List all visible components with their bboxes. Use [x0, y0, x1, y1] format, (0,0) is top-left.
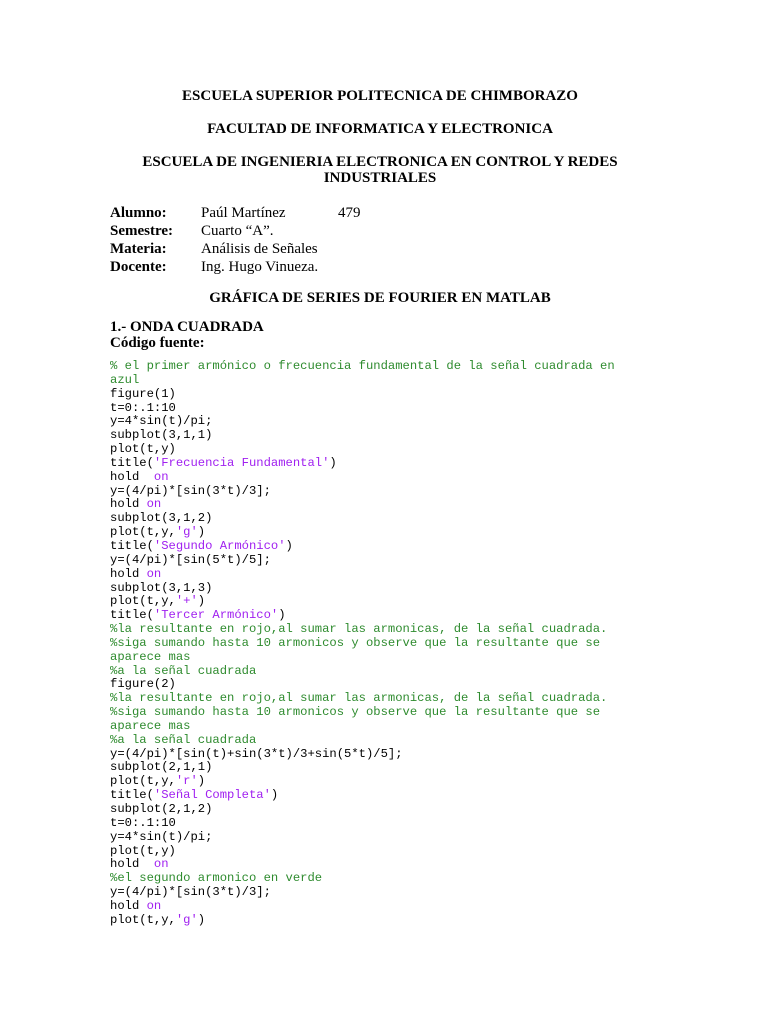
code-token: %el segundo armonico en verde	[110, 871, 323, 886]
code-token: subplot(2,1,2)	[110, 802, 213, 816]
code-token: 'g'	[175, 912, 198, 927]
code-line	[110, 471, 670, 485]
code-token: y=(4/pi)*[sin(3*t)/3];	[110, 483, 271, 498]
code-token: 'Señal Completa'	[153, 788, 271, 803]
code-token: title(	[110, 455, 154, 470]
code-token: t=0:.1:10	[110, 815, 176, 830]
code-line	[110, 706, 670, 720]
code-line	[110, 858, 670, 872]
code-line	[110, 637, 670, 651]
code-token: 'r'	[175, 774, 198, 789]
code-token: hold	[110, 566, 147, 581]
code-token: azul	[110, 372, 140, 387]
code-line	[110, 734, 670, 748]
school-heading	[110, 154, 650, 186]
code-token: aparece mas	[110, 718, 191, 733]
code-token: hold	[110, 497, 147, 512]
code-line	[110, 429, 670, 443]
docente-label: Docente:	[110, 259, 167, 275]
code-line	[110, 402, 670, 416]
code-token: 'Segundo Armónico'	[153, 538, 286, 553]
code-line	[110, 651, 670, 665]
code-token: subplot(2,1,1)	[110, 760, 213, 775]
code-line	[110, 665, 670, 679]
code-token: title(	[110, 608, 154, 623]
section-subtitle: Código fuente:	[110, 335, 205, 351]
code-line	[110, 457, 670, 471]
code-token: 'Tercer Armónico'	[153, 608, 279, 623]
code-token: hold	[110, 898, 147, 913]
code-line	[110, 512, 670, 526]
code-line	[110, 831, 670, 845]
code-token: title(	[110, 538, 154, 553]
code-token: hold	[110, 469, 154, 484]
code-token: on	[146, 566, 162, 581]
semestre-label: Semestre:	[110, 223, 174, 239]
code-token: y=(4/pi)*[sin(5*t)/5];	[110, 552, 271, 567]
code-token: y=4*sin(t)/pi;	[110, 829, 213, 844]
materia-value: Análisis de Señales	[201, 241, 318, 257]
code-line	[110, 388, 670, 402]
code-token: on	[153, 469, 169, 484]
code-token: )	[278, 608, 286, 623]
code-token: on	[146, 898, 162, 913]
info-row-materia	[110, 240, 510, 258]
alumno-label: Alumno:	[110, 205, 167, 221]
code-token: plot(t,y)	[110, 843, 176, 858]
code-line	[110, 360, 670, 374]
code-token: figure(1)	[110, 386, 176, 401]
code-line	[110, 415, 670, 429]
code-token: hold	[110, 857, 154, 872]
code-token: figure(2)	[110, 677, 176, 692]
code-line	[110, 485, 670, 499]
document-title: GRÁFICA DE SERIES DE FOURIER EN MATLAB	[209, 290, 551, 306]
code-token: %a la señal cuadrada	[110, 663, 257, 678]
code-token: %a la señal cuadrada	[110, 732, 257, 747]
school-heading-line2: INDUSTRIALES	[323, 170, 437, 186]
code-line	[110, 609, 670, 623]
code-token: %siga sumando hasta 10 armonicos y observe que la resultante que se	[110, 705, 601, 720]
materia-label: Materia:	[110, 241, 167, 257]
code-token: y=4*sin(t)/pi;	[110, 414, 213, 429]
code-line	[110, 692, 670, 706]
code-line	[110, 720, 670, 734]
student-info	[110, 204, 510, 276]
code-token: %siga sumando hasta 10 armonicos y observe que la resultante que se	[110, 635, 601, 650]
code-token: plot(t,y,	[110, 774, 176, 789]
code-token: plot(t,y,	[110, 594, 176, 609]
school-heading-line1: ESCUELA DE INGENIERIA ELECTRONICA EN CONTROL Y REDES	[142, 154, 618, 170]
code-token: )	[197, 774, 206, 789]
code-line	[110, 914, 670, 928]
code-line	[110, 374, 670, 388]
code-token: subplot(3,1,3)	[110, 580, 213, 595]
code-line	[110, 886, 670, 900]
code-token: )	[285, 538, 293, 553]
code-token: t=0:.1:10	[110, 400, 176, 415]
code-token: % el primer armónico o frecuencia fundamental de la señal cuadrada en	[110, 359, 615, 373]
docente-value: Ing. Hugo Vinueza.	[201, 259, 319, 275]
code-line	[110, 526, 670, 540]
code-line	[110, 540, 670, 554]
code-token: plot(t,y,	[110, 525, 176, 540]
code-token: subplot(3,1,2)	[110, 511, 213, 526]
code-token: aparece mas	[110, 649, 191, 664]
code-token: )	[197, 594, 206, 609]
code-token: )	[329, 455, 337, 470]
semestre-value: Cuarto “A”.	[201, 223, 274, 239]
code-token: 'g'	[175, 525, 198, 540]
code-line	[110, 582, 670, 596]
institution-heading: ESCUELA SUPERIOR POLITECNICA DE CHIMBORAZO	[182, 88, 578, 104]
code-line	[110, 789, 670, 803]
code-token: on	[146, 497, 162, 512]
code-token: subplot(3,1,1)	[110, 428, 213, 443]
code-line	[110, 817, 670, 831]
code-line	[110, 568, 670, 582]
faculty-heading: FACULTAD DE INFORMATICA Y ELECTRONICA	[207, 121, 553, 137]
code-token: plot(t,y)	[110, 442, 176, 457]
code-token: '+'	[175, 594, 198, 609]
code-token: title(	[110, 788, 154, 803]
code-token: %la resultante en rojo,al sumar las armonicas, de la señal cuadrada.	[110, 622, 608, 637]
code-token: 'Frecuencia Fundamental'	[153, 455, 330, 470]
code-line	[110, 748, 670, 762]
alumno-value: Paúl Martínez	[201, 205, 286, 221]
code-line	[110, 554, 670, 568]
code-token: )	[197, 525, 206, 540]
info-row-semestre	[110, 222, 510, 240]
code-token: y=(4/pi)*[sin(3*t)/3];	[110, 885, 271, 900]
code-line	[110, 623, 670, 637]
info-row-docente	[110, 258, 510, 276]
code-token: %la resultante en rojo,al sumar las armonicas, de la señal cuadrada.	[110, 691, 608, 706]
section-title: 1.- ONDA CUADRADA	[110, 319, 264, 335]
code-line	[110, 443, 670, 457]
info-row-alumno	[110, 204, 510, 222]
code-token: )	[270, 788, 279, 803]
alumno-code: 479	[338, 205, 361, 221]
code-line	[110, 498, 670, 512]
code-line	[110, 775, 670, 789]
code-line	[110, 761, 670, 775]
code-token: plot(t,y,	[110, 912, 176, 927]
code-line	[110, 845, 670, 859]
code-token: y=(4/pi)*[sin(t)+sin(3*t)/3+sin(5*t)/5];	[110, 746, 403, 761]
code-line	[110, 678, 670, 692]
code-token: on	[153, 857, 169, 872]
code-line	[110, 872, 670, 886]
matlab-code-block	[110, 360, 670, 928]
code-line	[110, 900, 670, 914]
code-token: )	[197, 912, 206, 927]
code-line	[110, 595, 670, 609]
code-line	[110, 803, 670, 817]
